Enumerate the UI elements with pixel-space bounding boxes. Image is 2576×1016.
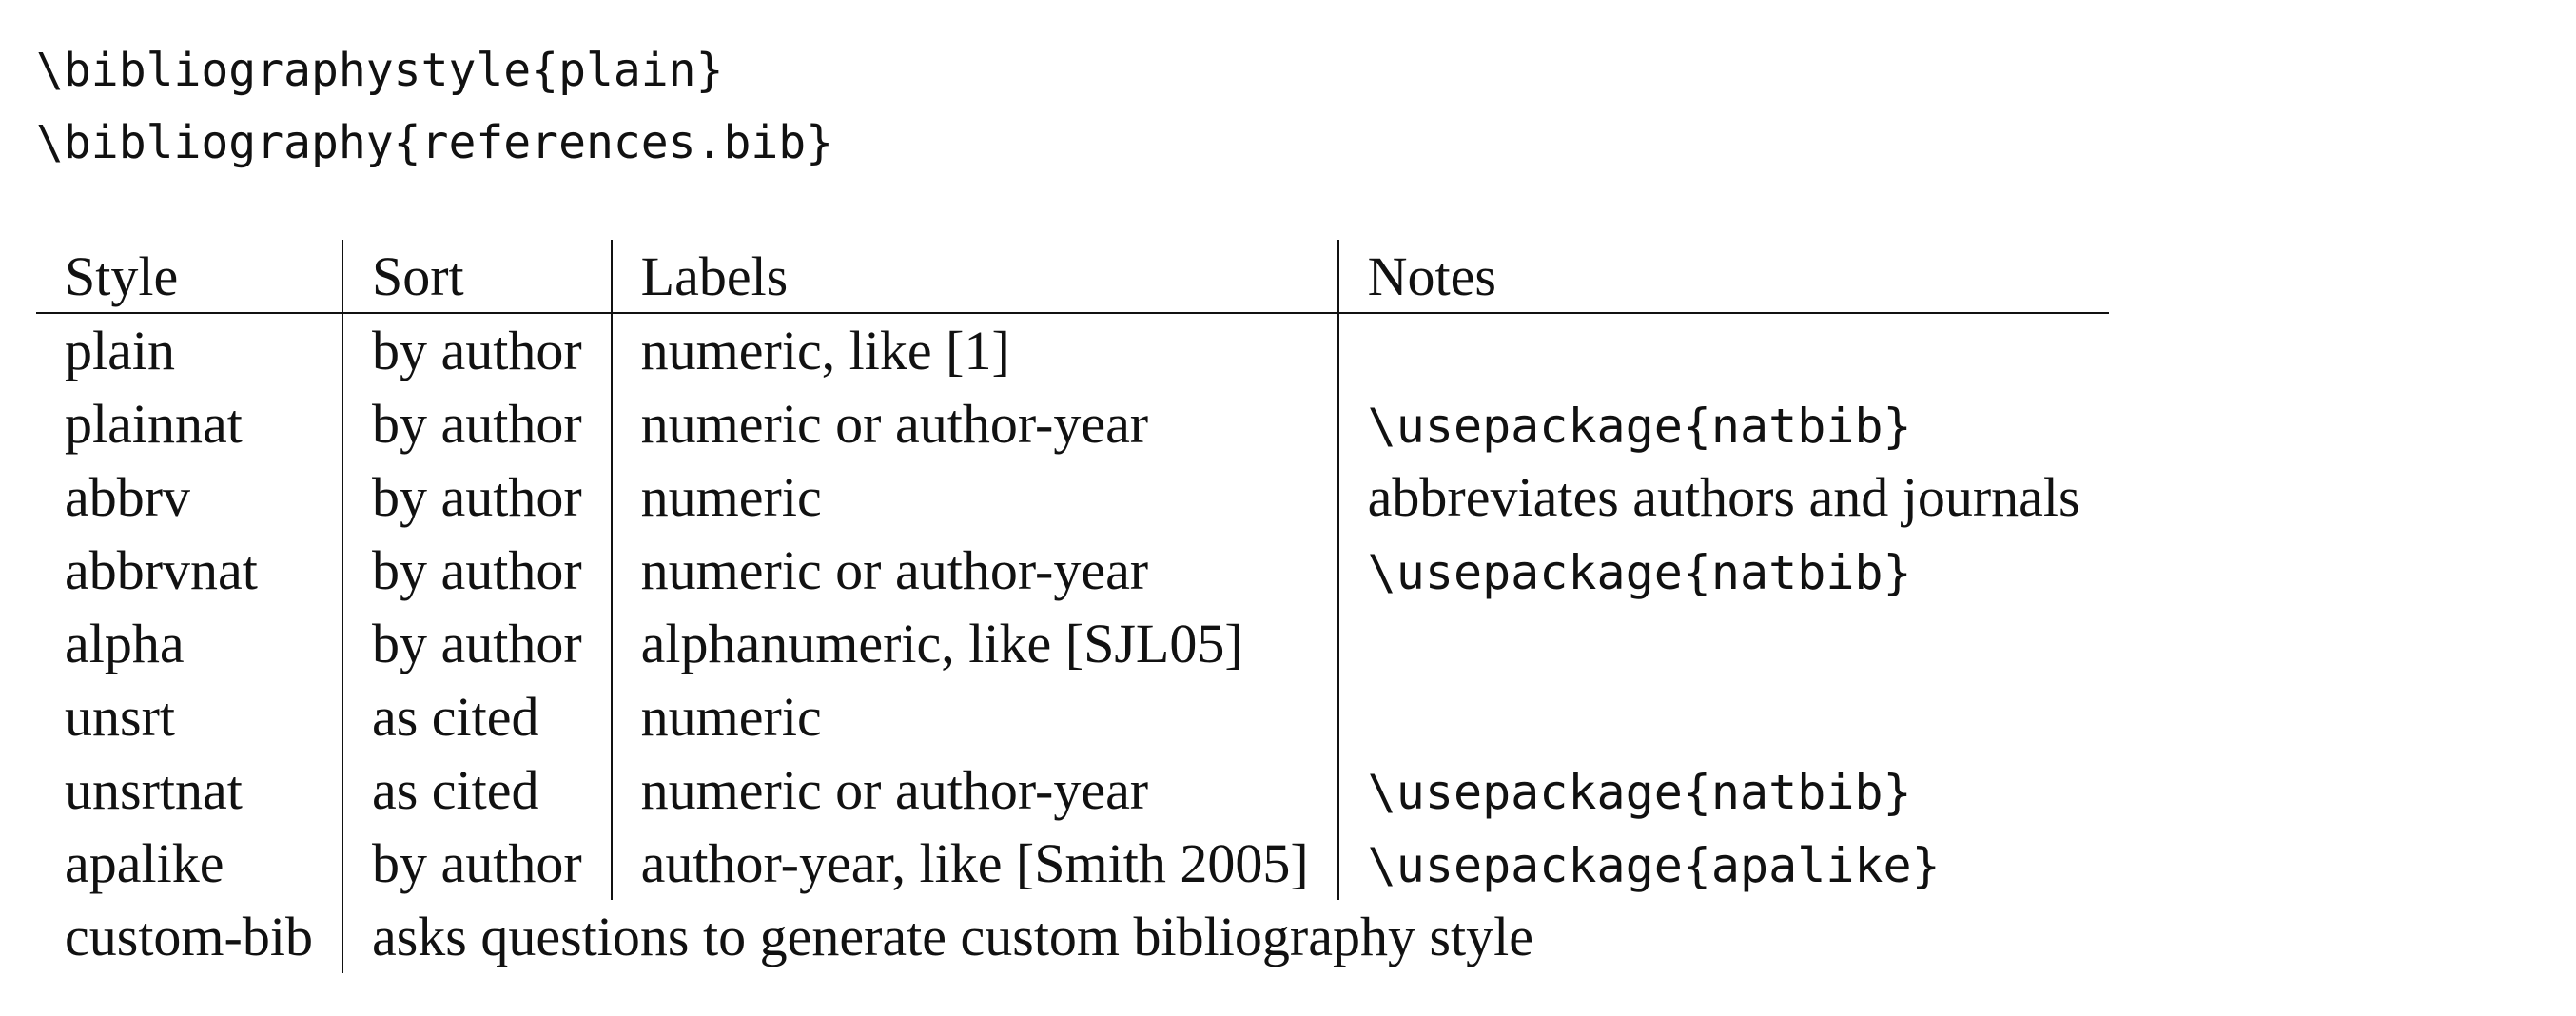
notes-code: \usepackage{natbib} [1367, 765, 1912, 820]
header-sort: Sort [342, 240, 612, 313]
cell-style: plainnat [65, 393, 243, 455]
cell-labels: alphanumeric, like [SJL05] [612, 607, 1338, 680]
cell-labels: numeric [612, 680, 1338, 753]
bibliography-styles-table-wrapper [36, 240, 2109, 973]
notes-code: \usepackage{apalike} [1367, 838, 1941, 893]
cell-labels: numeric or author-year [612, 534, 1338, 607]
cell-style: abbrv [65, 466, 191, 528]
cell-style: abbrvnat [65, 539, 258, 601]
header-style: Style [36, 240, 342, 313]
cell-notes [1338, 313, 2109, 387]
cell-style: alpha [65, 613, 185, 674]
cell-labels: numeric, like [1] [612, 313, 1338, 387]
cell-labels: numeric [612, 460, 1338, 534]
notes-code: \usepackage{natbib} [1367, 399, 1912, 454]
cell-notes [1338, 753, 2109, 827]
cell-notes [1338, 534, 2109, 607]
cell-notes: abbreviates authors and journals [1338, 460, 2109, 534]
table-row [36, 827, 2109, 900]
cell-notes [1338, 827, 2109, 900]
cell-sort: as cited [342, 753, 612, 827]
cell-sort: as cited [342, 680, 612, 753]
code-line-bibliographystyle: \bibliographystyle{plain} [36, 44, 724, 97]
cell-sort: by author [342, 534, 612, 607]
cell-notes [1338, 680, 2109, 753]
cell-labels: author-year, like [Smith 2005] [612, 827, 1338, 900]
table-row [36, 460, 2109, 534]
table-row [36, 534, 2109, 607]
cell-sort: by author [342, 827, 612, 900]
cell-description: asks questions to generate custom bibliography style [342, 900, 2109, 973]
cell-style: unsrtnat [65, 759, 243, 821]
cell-style: custom-bib [65, 906, 313, 967]
table-row [36, 313, 2109, 387]
code-line-bibliography: \bibliography{references.bib} [36, 116, 834, 169]
table-row-custom-bib [36, 900, 2109, 973]
cell-sort: by author [342, 313, 612, 387]
cell-sort: by author [342, 387, 612, 460]
cell-notes [1338, 607, 2109, 680]
header-labels: Labels [612, 240, 1338, 313]
cell-style: plain [65, 320, 175, 381]
notes-code: \usepackage{natbib} [1367, 545, 1912, 600]
bibliography-styles-table [36, 240, 2109, 973]
cell-notes [1338, 387, 2109, 460]
cell-sort: by author [342, 460, 612, 534]
latex-code-block [36, 34, 833, 179]
cell-style: apalike [65, 832, 224, 894]
table-row [36, 753, 2109, 827]
cell-style: unsrt [65, 686, 175, 748]
table-header-row [36, 240, 2109, 313]
cell-labels: numeric or author-year [612, 387, 1338, 460]
cell-sort: by author [342, 607, 612, 680]
table-row [36, 607, 2109, 680]
table-row [36, 387, 2109, 460]
cell-labels: numeric or author-year [612, 753, 1338, 827]
table-row [36, 680, 2109, 753]
header-notes: Notes [1338, 240, 2109, 313]
